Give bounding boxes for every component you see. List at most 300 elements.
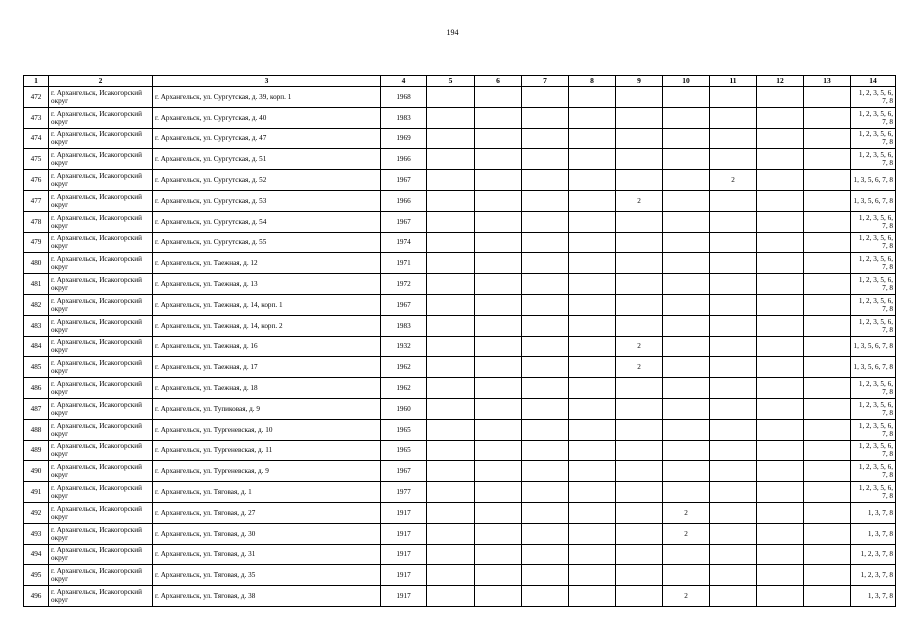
empty-cell bbox=[804, 357, 851, 378]
empty-cell bbox=[804, 294, 851, 315]
col9-cell bbox=[616, 440, 663, 461]
row-number: 492 bbox=[24, 502, 49, 523]
district-cell: г. Архангельск, Исакогорский округ bbox=[49, 461, 153, 482]
col14-cell: 1, 2, 3, 5, 6, 7, 8 bbox=[851, 128, 896, 149]
table-row bbox=[24, 336, 896, 357]
table-row bbox=[24, 440, 896, 461]
column-header: 9 bbox=[616, 76, 663, 87]
column-header: 8 bbox=[569, 76, 616, 87]
district-cell: г. Архангельск, Исакогорский округ bbox=[49, 128, 153, 149]
empty-cell bbox=[427, 87, 475, 108]
district-cell: г. Архангельск, Исакогорский округ bbox=[49, 149, 153, 170]
col9-cell: 2 bbox=[616, 190, 663, 211]
empty-cell bbox=[757, 440, 804, 461]
empty-cell bbox=[522, 294, 569, 315]
col10-cell: 2 bbox=[663, 502, 710, 523]
empty-cell bbox=[804, 274, 851, 295]
empty-cell bbox=[427, 294, 475, 315]
empty-cell bbox=[427, 336, 475, 357]
empty-cell bbox=[757, 315, 804, 336]
col9-cell bbox=[616, 502, 663, 523]
col14-cell: 1, 2, 3, 5, 6, 7, 8 bbox=[851, 232, 896, 253]
column-header: 7 bbox=[522, 76, 569, 87]
column-header: 3 bbox=[153, 76, 381, 87]
col11-cell bbox=[710, 378, 757, 399]
empty-cell bbox=[804, 398, 851, 419]
address-cell: г. Архангельск, ул. Тяговая, д. 1 bbox=[153, 482, 381, 503]
empty-cell bbox=[569, 170, 616, 191]
empty-cell bbox=[475, 440, 522, 461]
empty-cell bbox=[522, 232, 569, 253]
empty-cell bbox=[427, 461, 475, 482]
district-cell: г. Архангельск, Исакогорский округ bbox=[49, 482, 153, 503]
row-number: 493 bbox=[24, 523, 49, 544]
empty-cell bbox=[757, 232, 804, 253]
col9-cell bbox=[616, 170, 663, 191]
empty-cell bbox=[569, 315, 616, 336]
empty-cell bbox=[522, 565, 569, 586]
col14-cell: 1, 3, 5, 6, 7, 8 bbox=[851, 336, 896, 357]
col11-cell bbox=[710, 565, 757, 586]
year-cell: 1967 bbox=[381, 294, 427, 315]
year-cell: 1917 bbox=[381, 586, 427, 607]
empty-cell bbox=[427, 523, 475, 544]
col14-cell: 1, 2, 3, 5, 6, 7, 8 bbox=[851, 461, 896, 482]
col10-cell bbox=[663, 128, 710, 149]
empty-cell bbox=[569, 274, 616, 295]
district-cell: г. Архангельск, Исакогорский округ bbox=[49, 523, 153, 544]
col11-cell bbox=[710, 357, 757, 378]
empty-cell bbox=[522, 502, 569, 523]
row-number: 495 bbox=[24, 565, 49, 586]
year-cell: 1977 bbox=[381, 482, 427, 503]
col9-cell bbox=[616, 482, 663, 503]
empty-cell bbox=[757, 419, 804, 440]
year-cell: 1969 bbox=[381, 128, 427, 149]
empty-cell bbox=[569, 357, 616, 378]
year-cell: 1917 bbox=[381, 565, 427, 586]
empty-cell bbox=[569, 378, 616, 399]
empty-cell bbox=[804, 107, 851, 128]
district-cell: г. Архангельск, Исакогорский округ bbox=[49, 294, 153, 315]
row-number: 496 bbox=[24, 586, 49, 607]
empty-cell bbox=[757, 378, 804, 399]
col11-cell bbox=[710, 482, 757, 503]
empty-cell bbox=[475, 482, 522, 503]
table-row bbox=[24, 294, 896, 315]
col11-cell bbox=[710, 461, 757, 482]
table-row bbox=[24, 502, 896, 523]
col10-cell: 2 bbox=[663, 586, 710, 607]
district-cell: г. Архангельск, Исакогорский округ bbox=[49, 398, 153, 419]
row-number: 472 bbox=[24, 87, 49, 108]
empty-cell bbox=[569, 586, 616, 607]
empty-cell bbox=[427, 419, 475, 440]
empty-cell bbox=[804, 544, 851, 565]
year-cell: 1967 bbox=[381, 170, 427, 191]
empty-cell bbox=[522, 253, 569, 274]
empty-cell bbox=[475, 523, 522, 544]
row-number: 480 bbox=[24, 253, 49, 274]
empty-cell bbox=[475, 107, 522, 128]
empty-cell bbox=[475, 253, 522, 274]
empty-cell bbox=[522, 274, 569, 295]
empty-cell bbox=[522, 128, 569, 149]
row-number: 482 bbox=[24, 294, 49, 315]
page-number: 194 bbox=[446, 28, 459, 37]
address-cell: г. Архангельск, ул. Таежная, д. 16 bbox=[153, 336, 381, 357]
col14-cell: 1, 2, 3, 5, 6, 7, 8 bbox=[851, 211, 896, 232]
empty-cell bbox=[757, 274, 804, 295]
district-cell: г. Архангельск, Исакогорский округ bbox=[49, 336, 153, 357]
col14-cell: 1, 2, 3, 5, 6, 7, 8 bbox=[851, 253, 896, 274]
col9-cell bbox=[616, 523, 663, 544]
empty-cell bbox=[804, 502, 851, 523]
col11-cell bbox=[710, 502, 757, 523]
year-cell: 1966 bbox=[381, 149, 427, 170]
empty-cell bbox=[475, 586, 522, 607]
empty-cell bbox=[475, 336, 522, 357]
empty-cell bbox=[522, 461, 569, 482]
empty-cell bbox=[569, 502, 616, 523]
empty-cell bbox=[569, 440, 616, 461]
col9-cell bbox=[616, 149, 663, 170]
year-cell: 1962 bbox=[381, 378, 427, 399]
empty-cell bbox=[569, 87, 616, 108]
empty-cell bbox=[427, 190, 475, 211]
empty-cell bbox=[569, 398, 616, 419]
row-number: 488 bbox=[24, 419, 49, 440]
col10-cell bbox=[663, 357, 710, 378]
col14-cell: 1, 2, 3, 5, 6, 7, 8 bbox=[851, 294, 896, 315]
row-number: 491 bbox=[24, 482, 49, 503]
empty-cell bbox=[757, 107, 804, 128]
header-row bbox=[24, 76, 896, 87]
col14-cell: 1, 2, 3, 7, 8 bbox=[851, 544, 896, 565]
col10-cell: 2 bbox=[663, 523, 710, 544]
empty-cell bbox=[427, 170, 475, 191]
table-row bbox=[24, 378, 896, 399]
table-row bbox=[24, 87, 896, 108]
address-cell: г. Архангельск, ул. Таежная, д. 12 bbox=[153, 253, 381, 274]
address-cell: г. Архангельск, ул. Тяговая, д. 30 bbox=[153, 523, 381, 544]
col9-cell bbox=[616, 586, 663, 607]
col11-cell bbox=[710, 232, 757, 253]
address-cell: г. Архангельск, ул. Тяговая, д. 31 bbox=[153, 544, 381, 565]
empty-cell bbox=[757, 523, 804, 544]
table-row bbox=[24, 274, 896, 295]
year-cell: 1968 bbox=[381, 87, 427, 108]
empty-cell bbox=[757, 482, 804, 503]
row-number: 476 bbox=[24, 170, 49, 191]
empty-cell bbox=[569, 149, 616, 170]
empty-cell bbox=[757, 398, 804, 419]
row-number: 475 bbox=[24, 149, 49, 170]
address-cell: г. Архангельск, ул. Сургутская, д. 40 bbox=[153, 107, 381, 128]
year-cell: 1917 bbox=[381, 544, 427, 565]
row-number: 478 bbox=[24, 211, 49, 232]
district-cell: г. Архангельск, Исакогорский округ bbox=[49, 87, 153, 108]
col10-cell bbox=[663, 253, 710, 274]
district-cell: г. Архангельск, Исакогорский округ bbox=[49, 190, 153, 211]
empty-cell bbox=[522, 211, 569, 232]
col10-cell bbox=[663, 294, 710, 315]
col9-cell bbox=[616, 419, 663, 440]
col9-cell bbox=[616, 398, 663, 419]
district-cell: г. Архангельск, Исакогорский округ bbox=[49, 440, 153, 461]
district-cell: г. Архангельск, Исакогорский округ bbox=[49, 419, 153, 440]
col9-cell bbox=[616, 294, 663, 315]
col10-cell bbox=[663, 232, 710, 253]
address-cell: г. Архангельск, ул. Таежная, д. 14, корп. 2 bbox=[153, 315, 381, 336]
district-cell: г. Архангельск, Исакогорский округ bbox=[49, 357, 153, 378]
empty-cell bbox=[522, 357, 569, 378]
empty-cell bbox=[427, 482, 475, 503]
col9-cell bbox=[616, 565, 663, 586]
year-cell: 1974 bbox=[381, 232, 427, 253]
address-cell: г. Архангельск, ул. Сургутская, д. 55 bbox=[153, 232, 381, 253]
col11-cell bbox=[710, 128, 757, 149]
empty-cell bbox=[427, 149, 475, 170]
col9-cell bbox=[616, 87, 663, 108]
empty-cell bbox=[569, 461, 616, 482]
row-number: 487 bbox=[24, 398, 49, 419]
empty-cell bbox=[569, 128, 616, 149]
year-cell: 1932 bbox=[381, 336, 427, 357]
address-cell: г. Архангельск, ул. Тургеневская, д. 9 bbox=[153, 461, 381, 482]
column-header: 6 bbox=[475, 76, 522, 87]
address-cell: г. Архангельск, ул. Таежная, д. 13 bbox=[153, 274, 381, 295]
empty-cell bbox=[427, 211, 475, 232]
empty-cell bbox=[427, 440, 475, 461]
col9-cell: 2 bbox=[616, 336, 663, 357]
empty-cell bbox=[427, 128, 475, 149]
table-row bbox=[24, 461, 896, 482]
address-cell: г. Архангельск, ул. Сургутская, д. 51 bbox=[153, 149, 381, 170]
district-cell: г. Архангельск, Исакогорский округ bbox=[49, 502, 153, 523]
address-cell: г. Архангельск, ул. Сургутская, д. 52 bbox=[153, 170, 381, 191]
empty-cell bbox=[804, 461, 851, 482]
col14-cell: 1, 3, 5, 6, 7, 8 bbox=[851, 170, 896, 191]
empty-cell bbox=[522, 419, 569, 440]
empty-cell bbox=[475, 149, 522, 170]
empty-cell bbox=[522, 398, 569, 419]
empty-cell bbox=[569, 190, 616, 211]
empty-cell bbox=[804, 419, 851, 440]
col9-cell bbox=[616, 315, 663, 336]
address-cell: г. Архангельск, ул. Тургеневская, д. 10 bbox=[153, 419, 381, 440]
table-body bbox=[24, 87, 896, 607]
table-row bbox=[24, 315, 896, 336]
empty-cell bbox=[569, 294, 616, 315]
empty-cell bbox=[569, 232, 616, 253]
col11-cell bbox=[710, 586, 757, 607]
empty-cell bbox=[757, 565, 804, 586]
empty-cell bbox=[569, 253, 616, 274]
empty-cell bbox=[427, 357, 475, 378]
table-row bbox=[24, 544, 896, 565]
table-row bbox=[24, 211, 896, 232]
district-cell: г. Архангельск, Исакогорский округ bbox=[49, 253, 153, 274]
col11-cell bbox=[710, 211, 757, 232]
empty-cell bbox=[475, 398, 522, 419]
year-cell: 1967 bbox=[381, 461, 427, 482]
empty-cell bbox=[522, 378, 569, 399]
district-cell: г. Архангельск, Исакогорский округ bbox=[49, 211, 153, 232]
col14-cell: 1, 2, 3, 5, 6, 7, 8 bbox=[851, 440, 896, 461]
col9-cell bbox=[616, 274, 663, 295]
year-cell: 1971 bbox=[381, 253, 427, 274]
column-header: 14 bbox=[851, 76, 896, 87]
year-cell: 1983 bbox=[381, 315, 427, 336]
empty-cell bbox=[757, 149, 804, 170]
col14-cell: 1, 2, 3, 5, 6, 7, 8 bbox=[851, 419, 896, 440]
empty-cell bbox=[804, 336, 851, 357]
empty-cell bbox=[427, 107, 475, 128]
empty-cell bbox=[804, 149, 851, 170]
empty-cell bbox=[757, 128, 804, 149]
year-cell: 1966 bbox=[381, 190, 427, 211]
col10-cell bbox=[663, 87, 710, 108]
row-number: 484 bbox=[24, 336, 49, 357]
empty-cell bbox=[475, 211, 522, 232]
col11-cell bbox=[710, 336, 757, 357]
address-cell: г. Архангельск, ул. Сургутская, д. 54 bbox=[153, 211, 381, 232]
year-cell: 1967 bbox=[381, 211, 427, 232]
address-cell: г. Архангельск, ул. Тяговая, д. 27 bbox=[153, 502, 381, 523]
empty-cell bbox=[757, 190, 804, 211]
row-number: 477 bbox=[24, 190, 49, 211]
empty-cell bbox=[804, 211, 851, 232]
address-cell: г. Архангельск, ул. Сургутская, д. 53 bbox=[153, 190, 381, 211]
col10-cell bbox=[663, 190, 710, 211]
empty-cell bbox=[757, 253, 804, 274]
empty-cell bbox=[427, 315, 475, 336]
empty-cell bbox=[757, 87, 804, 108]
col11-cell bbox=[710, 87, 757, 108]
col10-cell bbox=[663, 565, 710, 586]
empty-cell bbox=[522, 336, 569, 357]
empty-cell bbox=[804, 128, 851, 149]
col14-cell: 1, 2, 3, 7, 8 bbox=[851, 565, 896, 586]
year-cell: 1917 bbox=[381, 523, 427, 544]
district-cell: г. Архангельск, Исакогорский округ bbox=[49, 232, 153, 253]
column-header: 10 bbox=[663, 76, 710, 87]
district-cell: г. Архангельск, Исакогорский округ bbox=[49, 107, 153, 128]
col10-cell bbox=[663, 461, 710, 482]
col9-cell bbox=[616, 461, 663, 482]
address-cell: г. Архангельск, ул. Тургеневская, д. 11 bbox=[153, 440, 381, 461]
empty-cell bbox=[804, 440, 851, 461]
empty-cell bbox=[757, 586, 804, 607]
empty-cell bbox=[427, 274, 475, 295]
table-row bbox=[24, 398, 896, 419]
table-row bbox=[24, 107, 896, 128]
empty-cell bbox=[427, 544, 475, 565]
address-cell: г. Архангельск, ул. Таежная, д. 18 bbox=[153, 378, 381, 399]
empty-cell bbox=[757, 336, 804, 357]
empty-cell bbox=[757, 502, 804, 523]
column-header: 11 bbox=[710, 76, 757, 87]
empty-cell bbox=[475, 170, 522, 191]
table-row bbox=[24, 419, 896, 440]
empty-cell bbox=[804, 253, 851, 274]
empty-cell bbox=[427, 565, 475, 586]
col14-cell: 1, 2, 3, 5, 6, 7, 8 bbox=[851, 315, 896, 336]
row-number: 479 bbox=[24, 232, 49, 253]
row-number: 489 bbox=[24, 440, 49, 461]
empty-cell bbox=[804, 232, 851, 253]
empty-cell bbox=[522, 586, 569, 607]
year-cell: 1983 bbox=[381, 107, 427, 128]
address-cell: г. Архангельск, ул. Таежная, д. 14, корп. 1 bbox=[153, 294, 381, 315]
empty-cell bbox=[804, 170, 851, 191]
empty-cell bbox=[475, 544, 522, 565]
empty-cell bbox=[427, 253, 475, 274]
row-number: 481 bbox=[24, 274, 49, 295]
empty-cell bbox=[804, 315, 851, 336]
empty-cell bbox=[475, 294, 522, 315]
col9-cell bbox=[616, 544, 663, 565]
register-table bbox=[23, 75, 896, 607]
col11-cell: 2 bbox=[710, 170, 757, 191]
address-cell: г. Архангельск, ул. Тяговая, д. 38 bbox=[153, 586, 381, 607]
col9-cell bbox=[616, 232, 663, 253]
col14-cell: 1, 2, 3, 5, 6, 7, 8 bbox=[851, 149, 896, 170]
column-header: 2 bbox=[49, 76, 153, 87]
row-number: 485 bbox=[24, 357, 49, 378]
column-header: 4 bbox=[381, 76, 427, 87]
row-number: 494 bbox=[24, 544, 49, 565]
year-cell: 1960 bbox=[381, 398, 427, 419]
col10-cell bbox=[663, 482, 710, 503]
col11-cell bbox=[710, 523, 757, 544]
row-number: 490 bbox=[24, 461, 49, 482]
empty-cell bbox=[569, 107, 616, 128]
empty-cell bbox=[757, 294, 804, 315]
year-cell: 1917 bbox=[381, 502, 427, 523]
table-row bbox=[24, 565, 896, 586]
col11-cell bbox=[710, 190, 757, 211]
empty-cell bbox=[569, 482, 616, 503]
empty-cell bbox=[475, 357, 522, 378]
empty-cell bbox=[427, 502, 475, 523]
empty-cell bbox=[804, 565, 851, 586]
col9-cell bbox=[616, 253, 663, 274]
col11-cell bbox=[710, 419, 757, 440]
empty-cell bbox=[804, 378, 851, 399]
district-cell: г. Архангельск, Исакогорский округ bbox=[49, 586, 153, 607]
col9-cell bbox=[616, 378, 663, 399]
col10-cell bbox=[663, 336, 710, 357]
col9-cell bbox=[616, 128, 663, 149]
address-cell: г. Архангельск, ул. Таежная, д. 17 bbox=[153, 357, 381, 378]
col10-cell bbox=[663, 419, 710, 440]
empty-cell bbox=[569, 523, 616, 544]
col9-cell: 2 bbox=[616, 357, 663, 378]
empty-cell bbox=[569, 565, 616, 586]
col14-cell: 1, 3, 5, 6, 7, 8 bbox=[851, 357, 896, 378]
district-cell: г. Архангельск, Исакогорский округ bbox=[49, 170, 153, 191]
col10-cell bbox=[663, 211, 710, 232]
empty-cell bbox=[804, 87, 851, 108]
col11-cell bbox=[710, 253, 757, 274]
address-cell: г. Архангельск, ул. Сургутская, д. 47 bbox=[153, 128, 381, 149]
col11-cell bbox=[710, 315, 757, 336]
empty-cell bbox=[522, 440, 569, 461]
empty-cell bbox=[475, 274, 522, 295]
col11-cell bbox=[710, 294, 757, 315]
